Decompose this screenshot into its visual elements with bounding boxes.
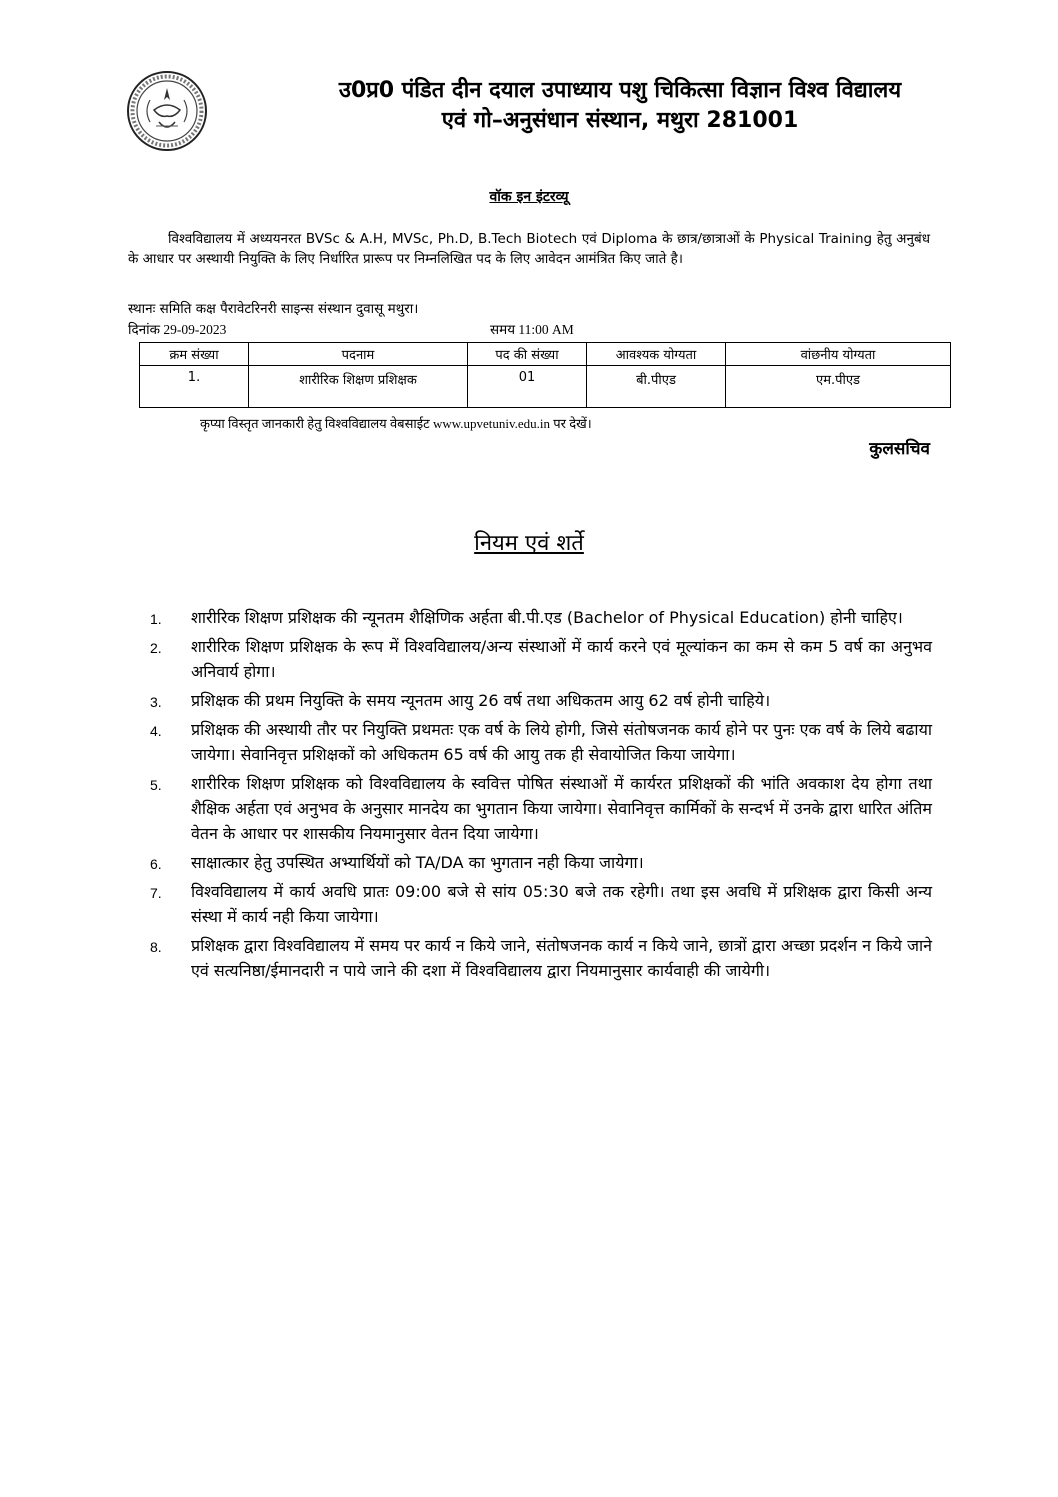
table-header-cell: आवश्यक योग्यता xyxy=(587,343,726,366)
table-header-cell: पदनाम xyxy=(249,343,468,366)
rule-text: प्रशिक्षक की प्रथम नियुक्ति के समय न्यूनतम आयु 26 वर्ष तथा अधिकतम आयु 62 वर्ष होनी चाहिये। xyxy=(191,691,771,710)
table-cell: 01 xyxy=(468,366,587,408)
list-item xyxy=(150,688,932,713)
rule-text: प्रशिक्षक की अस्थायी तौर पर नियुक्ति प्रथमतः एक वर्ष के लिये होगी, जिसे संतोषजनक कार्य होने पर पुनः एक वर्ष के लिये बढाया जायेगा। सेवानिवृत्त प्रशिक्षकों को अधिकतम 65 वर्ष की आयु तक ही सेवायोजित किया जायेगा। xyxy=(191,720,932,764)
signatory: कुलसचिव xyxy=(869,439,930,459)
rule-number: 1. xyxy=(150,611,162,627)
list-item xyxy=(150,634,932,684)
list-item xyxy=(150,850,932,875)
table-cell: बी.पीएड xyxy=(587,366,726,408)
notice-heading: वॉक इन इंटरव्यू xyxy=(489,189,569,205)
rule-text: विश्वविद्यालय में कार्य अवधि प्रातः 09:00 बजे से सांय 05:30 बजे तक रहेगी। तथा इस अवधि में प्रशिक्षक द्वारा किसी अन्य संस्था में कार्य नही किया जायेगा। xyxy=(191,882,932,926)
list-item xyxy=(150,717,932,767)
university-name-line2: एवं गो–अनुसंधान संस्थान, मथुरा 281001 xyxy=(441,108,799,133)
table-cell: शारीरिक शिक्षण प्रशिक्षक xyxy=(249,366,468,408)
rule-number: 8. xyxy=(150,939,162,955)
rule-number: 6. xyxy=(150,856,162,872)
list-item xyxy=(150,933,932,983)
rule-text: शारीरिक शिक्षण प्रशिक्षक के रूप में विश्वविद्यालय/अन्य संस्थाओं में कार्य करने एवं मूल्यांकन का कम से कम 5 वर्ष का अनुभव अनिवार्य होगा। xyxy=(191,637,932,681)
rule-number: 7. xyxy=(150,885,162,901)
table-header-cell: पद की संख्या xyxy=(468,343,587,366)
website-note: कृप्या विस्तृत जानकारी हेतु विश्वविद्यालय वेबसाईट www.upvetuniv.edu.in पर देखें। xyxy=(200,416,592,431)
table-row xyxy=(140,366,951,408)
rule-number: 3. xyxy=(150,694,162,710)
notice-date: दिनांक 29-09-2023 xyxy=(128,322,227,337)
notice-time: समय 11:00 AM xyxy=(490,322,574,337)
rule-number: 2. xyxy=(150,640,162,656)
rule-text: प्रशिक्षक द्वारा विश्वविद्यालय में समय पर कार्य न किये जाने, संतोषजनक कार्य न किये जाने, छात्रों द्वारा अच्छा प्रदर्शन न किये जाने एवं सत्यनिष्ठा/ईमानदारी न पाये जाने की दशा में विश्वविद्यालय द्वारा नियमानुसार कार्यवाही की जायेगी। xyxy=(191,936,932,980)
rule-text: साक्षात्कार हेतु उपस्थित अभ्यार्थियों को TA/DA का भुगतान नही किया जायेगा। xyxy=(191,853,644,872)
notice-intro: विश्वविद्यालय में अध्ययनरत BVSc & A.H, MVSc, Ph.D, B.Tech Biotech एवं Diploma के छात्र/छात्राओं के Physical Training हेतु अनुबंध के आधार पर अस्थायी नियुक्ति के लिए निर्धारित प्रारूप पर निम्नलिखित पद के लिए आवेदन आमंत्रित किए जाते है। xyxy=(128,231,930,267)
rule-text: शारीरिक शिक्षण प्रशिक्षक की न्यूनतम शैक्षिणिक अर्हता बी.पी.एड (Bachelor of Physical Education) होनी चाहिए। xyxy=(191,608,903,627)
table-header-cell: क्रम संख्या xyxy=(140,343,249,366)
university-name-line1: उ0प्र0 पंडित दीन दयाल उपाध्याय पशु चिकित्सा विज्ञान विश्व विद्यालय xyxy=(338,78,902,103)
rules-list xyxy=(150,605,932,987)
table-cell: एम.पीएड xyxy=(726,366,951,408)
rules-title: नियम एवं शर्ते xyxy=(474,531,584,556)
notice-venue: स्थानः समिति कक्ष पैरावेटरिनरी साइन्स संस्थान दुवासू मथुरा। xyxy=(128,301,419,317)
university-seal-icon xyxy=(126,70,208,152)
table-cell: 1. xyxy=(140,366,249,408)
list-item xyxy=(150,879,932,929)
list-item xyxy=(150,771,932,846)
table-header-row xyxy=(140,343,951,366)
table-header-cell: वांछनीय योग्यता xyxy=(726,343,951,366)
rule-number: 5. xyxy=(150,777,162,793)
rule-text: शारीरिक शिक्षण प्रशिक्षक को विश्वविद्यालय के स्ववित्त पोषित संस्थाओं में कार्यरत प्रशिक्षकों की भांति अवकाश देय होगा तथा शैक्षिक अर्हता एवं अनुभव के अनुसार मानदेय का भुगतान किया जायेगा। सेवानिवृत्त कार्मिकों के सन्दर्भ में उनके द्वारा धारित अंतिम वेतन के आधार पर शासकीय नियमानुसार वेतन दिया जायेगा। xyxy=(191,774,932,843)
posts-table xyxy=(139,342,951,408)
rule-number: 4. xyxy=(150,723,162,739)
list-item xyxy=(150,605,932,630)
